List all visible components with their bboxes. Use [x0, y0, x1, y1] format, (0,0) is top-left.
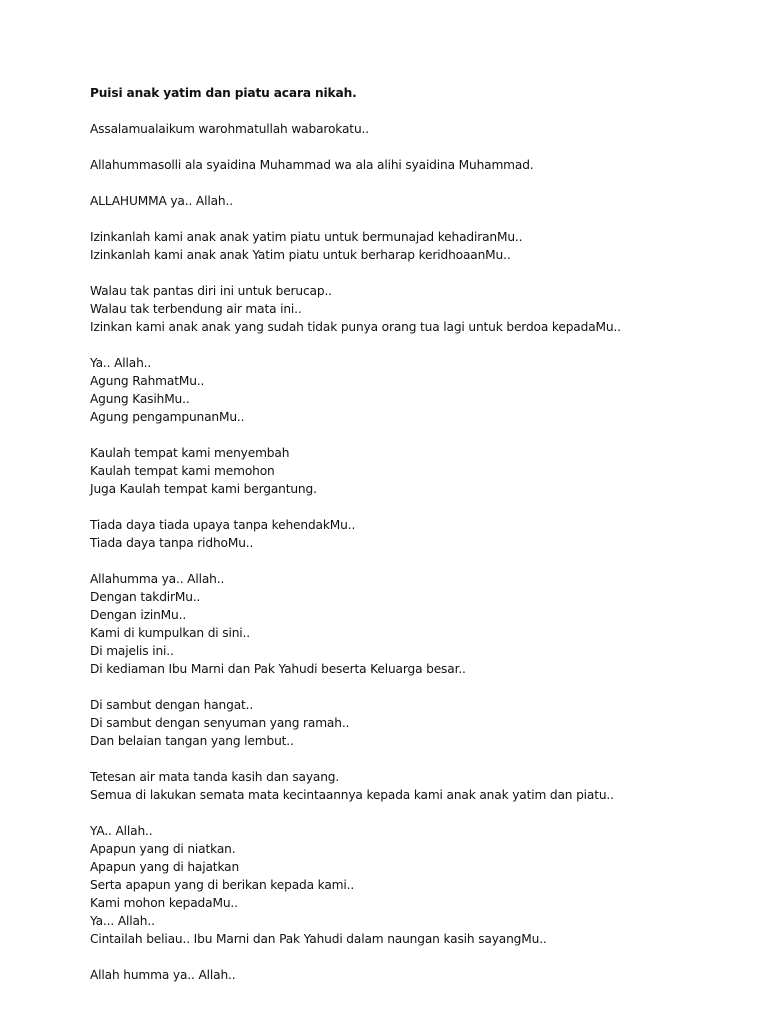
verse-line: Walau tak pantas diri ini untuk berucap..	[90, 284, 332, 298]
verse-line: Apapun yang di niatkan.	[90, 842, 236, 856]
verse-line: Izinkan kami anak anak yang sudah tidak punya orang tua lagi untuk berdoa kepadaMu..	[90, 320, 621, 334]
verse-line: Assalamualaikum warohmatullah wabarokatu..	[90, 122, 369, 136]
verse-line: Allahumma ya.. Allah..	[90, 572, 225, 586]
verse-line: Kami di kumpulkan di sini..	[90, 626, 250, 640]
verse-line: Tetesan air mata tanda kasih dan sayang.	[90, 770, 340, 784]
verse-line: Dan belaian tangan yang lembut..	[90, 734, 294, 748]
stanza-1	[90, 120, 750, 138]
stanza-8	[90, 516, 750, 552]
verse-line: Ya... Allah..	[90, 914, 155, 928]
stanza-4	[90, 228, 750, 264]
verse-line: Allahummasolli ala syaidina Muhammad wa ala alihi syaidina Muhammad.	[90, 158, 534, 172]
document-title: Puisi anak yatim dan piatu acara nikah.	[90, 86, 357, 100]
verse-line: Walau tak terbendung air mata ini..	[90, 302, 302, 316]
verse-line: Agung pengampunanMu..	[90, 410, 245, 424]
verse-line: Izinkanlah kami anak anak yatim piatu untuk bermunajad kehadiranMu..	[90, 230, 523, 244]
verse-line: Kaulah tempat kami menyembah	[90, 446, 290, 460]
verse-line: Semua di lakukan semata mata kecintaannya kepada kami anak anak yatim dan piatu..	[90, 788, 614, 802]
verse-line: Kaulah tempat kami memohon	[90, 464, 275, 478]
verse-line: Juga Kaulah tempat kami bergantung.	[90, 482, 317, 496]
verse-line: Kami mohon kepadaMu..	[90, 896, 238, 910]
document-body	[90, 84, 750, 984]
verse-line: Ya.. Allah..	[90, 356, 152, 370]
stanza-9	[90, 570, 750, 678]
stanza-6	[90, 354, 750, 426]
verse-line: Allah humma ya.. Allah..	[90, 968, 236, 982]
stanza-11	[90, 768, 750, 804]
stanza-2	[90, 156, 750, 174]
stanza-5	[90, 282, 750, 336]
stanza-3	[90, 192, 750, 210]
verse-line: Dengan izinMu..	[90, 608, 187, 622]
verse-line: Di kediaman Ibu Marni dan Pak Yahudi beserta Keluarga besar..	[90, 662, 466, 676]
verse-line: Di sambut dengan hangat..	[90, 698, 254, 712]
verse-line: Agung RahmatMu..	[90, 374, 205, 388]
verse-line: Di sambut dengan senyuman yang ramah..	[90, 716, 350, 730]
verse-line: Dengan takdirMu..	[90, 590, 201, 604]
stanza-10	[90, 696, 750, 750]
verse-line: ALLAHUMMA ya.. Allah..	[90, 194, 233, 208]
verse-line: YA.. Allah..	[90, 824, 153, 838]
verse-line: Serta apapun yang di berikan kepada kami..	[90, 878, 355, 892]
verse-line: Izinkanlah kami anak anak Yatim piatu untuk berharap keridhoaanMu..	[90, 248, 511, 262]
verse-line: Cintailah beliau.. Ibu Marni dan Pak Yahudi dalam naungan kasih sayangMu..	[90, 932, 547, 946]
stanza-7	[90, 444, 750, 498]
stanza-13	[90, 966, 750, 984]
verse-line: Tiada daya tanpa ridhoMu..	[90, 536, 254, 550]
verse-line: Apapun yang di hajatkan	[90, 860, 240, 874]
verse-line: Tiada daya tiada upaya tanpa kehendakMu..	[90, 518, 356, 532]
stanza-12	[90, 822, 750, 948]
verse-line: Di majelis ini..	[90, 644, 174, 658]
verse-line: Agung KasihMu..	[90, 392, 190, 406]
